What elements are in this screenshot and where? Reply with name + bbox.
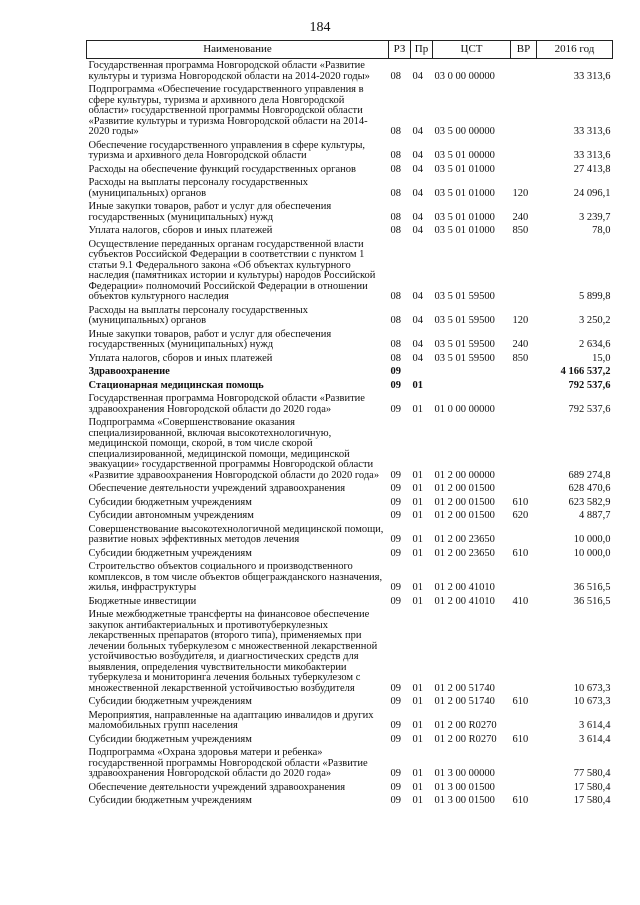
cell-pr: 01 (412, 547, 423, 559)
cell-pr: 01 (412, 595, 423, 607)
cell-name: Расходы на обеспечение функций государственных органов (88, 163, 356, 175)
cell-name: Государственная программа Новгородской области «Развитие культуры и туризма Новгородской области на 2014-2020 годы» (88, 60, 370, 82)
cell-pr: 01 (412, 696, 423, 707)
cell-name: Государственная программа Новгородской области «Развитие здравоохранения Новгородской области до 2020 года» (88, 393, 365, 415)
cell-rz: 08 (390, 163, 401, 175)
cell-name: Здравоохранение (88, 366, 170, 377)
table-row (87, 509, 613, 523)
cell-rz: 09 (390, 682, 401, 694)
cell-pr: 01 (412, 682, 423, 694)
cell-sum: 3 614,4 (579, 733, 611, 745)
cell-pr: 01 (412, 768, 423, 779)
table-row (87, 59, 613, 84)
cell-rz: 09 (390, 379, 401, 391)
table-row (87, 709, 613, 733)
table-row (87, 139, 613, 163)
table-row (87, 352, 613, 366)
cell-name: Подпрограмма «Охрана здоровья матери и ребенка» государственной программы Новгородской области «Развитие здравоохранения Новгородской области до 2020 года» (88, 747, 368, 779)
table-row (87, 496, 613, 510)
table-row (87, 695, 613, 709)
table-row (87, 304, 613, 328)
cell-name: Бюджетные инвестиции (88, 595, 197, 607)
cell-cst: 01 3 00 01500 (434, 795, 495, 806)
cell-vr: 410 (512, 595, 529, 607)
cell-cst: 03 0 00 00000 (434, 70, 495, 82)
cell-cst: 01 2 00 51740 (434, 682, 495, 694)
cell-cst (433, 379, 511, 393)
cell-cst: 01 2 00 R0270 (434, 733, 497, 745)
cell-rz: 09 (390, 510, 401, 521)
cell-vr (511, 139, 537, 163)
cell-pr: 01 (412, 733, 423, 745)
table-row (87, 608, 613, 695)
cell-vr: 610 (512, 795, 529, 806)
table-row (87, 328, 613, 352)
cell-name: Строительство объектов социального и производственного комплексов, в том числе объектов общегражданского назначения, жилья, инфраструктуры (88, 561, 383, 593)
cell-sum: 10 673,3 (573, 696, 611, 707)
cell-pr: 04 (412, 211, 423, 223)
cell-sum: 792 537,6 (568, 379, 611, 391)
table-row (87, 176, 613, 200)
cell-name: Субсидии автономным учреждениям (88, 510, 254, 521)
cell-name: Подпрограмма «Совершенствование оказания специализированной, включая высокотехнологичную, медицинской помощи, скорой, в том числе скорой специализированной, медицинской помощи, медицинской эвакуации» государственной программы Новгородской области «Развитие здравоохранения Новгородской области до 2020 года» (88, 417, 380, 481)
cell-rz: 09 (390, 781, 401, 793)
cell-sum: 33 313,6 (573, 150, 611, 161)
cell-cst: 03 5 01 01000 (434, 187, 495, 199)
cell-rz: 09 (390, 768, 401, 779)
cell-cst: 01 2 00 51740 (434, 696, 495, 707)
cell-vr (511, 709, 537, 733)
cell-pr: 04 (412, 126, 423, 137)
cell-cst: 03 5 01 01000 (434, 211, 495, 223)
cell-sum: 4 887,7 (579, 510, 611, 521)
cell-sum: 5 899,8 (579, 291, 611, 302)
cell-rz: 09 (390, 547, 401, 559)
cell-pr: 01 (412, 582, 423, 593)
cell-sum: 17 580,4 (573, 781, 611, 793)
cell-cst: 01 3 00 00000 (434, 768, 495, 779)
cell-name: Уплата налогов, сборов и иных платежей (88, 352, 273, 364)
cell-vr: 610 (512, 696, 529, 707)
cell-sum: 78,0 (592, 225, 611, 236)
table-row (87, 482, 613, 496)
cell-sum: 33 313,6 (573, 126, 611, 137)
table-row (87, 547, 613, 561)
cell-vr (511, 379, 537, 393)
cell-name: Обеспечение деятельности учреждений здравоохранения (88, 483, 346, 494)
cell-rz: 09 (390, 534, 401, 545)
cell-name: Субсидии бюджетным учреждениям (88, 496, 252, 508)
cell-rz: 09 (390, 582, 401, 593)
table-header-row (87, 41, 613, 59)
cell-vr: 610 (512, 547, 529, 559)
cell-sum: 15,0 (592, 352, 611, 364)
cell-vr: 240 (512, 339, 529, 350)
cell-name: Иные закупки товаров, работ и услуг для обеспечения государственных (муниципальных) нужд (88, 328, 332, 350)
cell-vr: 620 (512, 510, 529, 521)
header-cst: ЦСТ (433, 41, 511, 59)
cell-name: Уплата налогов, сборов и иных платежей (88, 225, 273, 236)
cell-pr: 04 (412, 315, 423, 326)
table-row (87, 595, 613, 609)
table-row (87, 224, 613, 238)
cell-rz: 09 (390, 403, 401, 415)
cell-pr: 01 (412, 403, 423, 415)
cell-pr: 04 (412, 163, 423, 175)
cell-pr: 01 (412, 469, 423, 481)
cell-sum: 10 000,0 (573, 547, 611, 559)
cell-rz: 08 (390, 225, 401, 236)
cell-cst: 01 2 00 41010 (434, 595, 495, 607)
table-row (87, 733, 613, 747)
cell-rz: 08 (390, 187, 401, 199)
cell-vr (511, 523, 537, 547)
cell-cst: 03 5 01 00000 (434, 150, 495, 161)
table-row (87, 794, 613, 808)
table-row (87, 365, 613, 379)
cell-name: Иные межбюджетные трансферты на финансовое обеспечение закупок антибактериальных и противотуберкулезных лекарственных препаратов (второго типа), применяемых при лечении больных туберкулезом с множественной лекарственной устойчивостью возбудителя, и диагностических средств для выявления, определения чувствительности микобактерии туберкулеза и мониторинга лечения больных туберкулезом с множественной лекарственной устойчивостью возбудителя (88, 609, 378, 694)
cell-sum: 3 614,4 (579, 720, 611, 731)
cell-name: Субсидии бюджетным учреждениям (88, 795, 252, 806)
cell-pr: 04 (412, 339, 423, 350)
cell-cst: 01 0 00 00000 (434, 403, 495, 415)
cell-name: Расходы на выплаты персоналу государственных (муниципальных) органов (88, 177, 308, 199)
table-row (87, 392, 613, 416)
cell-sum: 689 274,8 (568, 469, 611, 481)
cell-sum: 628 470,6 (568, 483, 611, 494)
cell-sum: 2 634,6 (579, 339, 611, 350)
cell-pr: 01 (412, 379, 423, 391)
cell-pr: 04 (412, 352, 423, 364)
cell-rz: 09 (390, 795, 401, 806)
cell-rz: 08 (390, 291, 401, 302)
table-row (87, 379, 613, 393)
cell-vr (511, 781, 537, 795)
cell-vr (511, 560, 537, 595)
cell-vr (511, 83, 537, 139)
cell-pr (411, 365, 433, 379)
cell-vr: 850 (512, 352, 529, 364)
cell-rz: 09 (390, 496, 401, 508)
cell-cst: 01 3 00 01500 (434, 781, 495, 793)
cell-cst (433, 365, 511, 379)
cell-rz: 08 (390, 352, 401, 364)
cell-rz: 09 (390, 595, 401, 607)
cell-vr (511, 392, 537, 416)
cell-rz: 09 (390, 483, 401, 494)
cell-name: Стационарная медицинская помощь (88, 379, 264, 391)
cell-vr (511, 365, 537, 379)
cell-cst: 03 5 01 59500 (434, 315, 495, 326)
cell-rz: 09 (390, 469, 401, 481)
cell-rz: 08 (390, 315, 401, 326)
cell-vr: 610 (512, 733, 529, 745)
cell-sum: 33 313,6 (573, 70, 611, 82)
cell-pr: 01 (412, 496, 423, 508)
cell-pr: 01 (412, 720, 423, 731)
cell-pr: 04 (412, 187, 423, 199)
cell-cst: 03 5 00 00000 (434, 126, 495, 137)
cell-cst: 03 5 01 59500 (434, 291, 495, 302)
header-year: 2016 год (537, 41, 613, 59)
cell-sum: 24 096,1 (573, 187, 611, 199)
cell-name: Расходы на выплаты персоналу государственных (муниципальных) органов (88, 304, 308, 326)
cell-sum: 36 516,5 (573, 595, 611, 607)
cell-cst: 01 2 00 23650 (434, 547, 495, 559)
cell-rz: 09 (390, 720, 401, 731)
cell-vr: 610 (512, 496, 529, 508)
table-row (87, 83, 613, 139)
cell-vr (511, 482, 537, 496)
cell-pr: 04 (412, 225, 423, 236)
cell-name: Субсидии бюджетным учреждениям (88, 696, 252, 707)
cell-cst: 01 2 00 23650 (434, 534, 495, 545)
cell-cst: 01 2 00 01500 (434, 510, 495, 521)
cell-name: Мероприятия, направленные на адаптацию инвалидов и других маломобильных групп населения (88, 709, 374, 731)
page-number: 184 (309, 20, 331, 35)
cell-cst: 03 5 01 59500 (434, 352, 495, 364)
cell-rz: 08 (390, 339, 401, 350)
cell-vr (511, 746, 537, 781)
cell-rz: 09 (390, 366, 401, 377)
cell-sum: 27 413,8 (573, 163, 611, 175)
cell-vr (511, 416, 537, 482)
table-row (87, 416, 613, 482)
cell-sum: 10 673,3 (573, 682, 611, 694)
table-row (87, 746, 613, 781)
cell-sum: 3 250,2 (579, 315, 611, 326)
cell-vr (511, 238, 537, 304)
cell-cst: 01 2 00 01500 (434, 496, 495, 508)
cell-name: Обеспечение деятельности учреждений здравоохранения (88, 781, 346, 793)
cell-vr: 240 (512, 211, 529, 223)
cell-name: Иные закупки товаров, работ и услуг для обеспечения государственных (муниципальных) нужд (88, 201, 332, 223)
cell-name: Совершенствование высокотехнологичной медицинской помощи, развитие новых эффективных методов лечения (88, 523, 384, 545)
cell-name: Осуществление переданных органам государственной власти субъектов Российской Федерации в соответствии с пунктом 1 статьи 9.1 Федерального закона «Об объектах культурного наследия (памятниках истории и культуры) народов Российской Федерации» полномочий Российской Федерации в отношении объектов культурного наследия (88, 238, 376, 302)
cell-name: Субсидии бюджетным учреждениям (88, 547, 252, 559)
cell-pr: 04 (412, 70, 423, 82)
cell-sum: 792 537,6 (568, 403, 611, 415)
header-pr: Пр (411, 41, 433, 59)
cell-cst: 01 2 00 R0270 (434, 720, 497, 731)
cell-pr: 04 (412, 291, 423, 302)
cell-vr (511, 608, 537, 695)
cell-pr: 01 (412, 795, 423, 806)
cell-rz: 09 (390, 696, 401, 707)
cell-cst: 03 5 01 01000 (434, 225, 495, 236)
cell-cst: 03 5 01 01000 (434, 163, 495, 175)
cell-name: Обеспечение государственного управления в сфере культуры, туризма и архивного дела Новгородской области (88, 139, 366, 161)
cell-rz: 09 (390, 733, 401, 745)
cell-sum: 3 239,7 (579, 211, 611, 223)
cell-cst: 01 2 00 00000 (434, 469, 495, 481)
cell-rz: 08 (390, 211, 401, 223)
cell-sum: 10 000,0 (573, 534, 611, 545)
table-row (87, 560, 613, 595)
table-row (87, 200, 613, 224)
cell-sum: 4 166 537,2 (560, 366, 611, 377)
cell-rz: 08 (390, 70, 401, 82)
header-name: Наименование (87, 41, 389, 59)
cell-rz: 08 (390, 126, 401, 137)
cell-pr: 01 (412, 781, 423, 793)
cell-sum: 77 580,4 (573, 768, 611, 779)
cell-cst: 03 5 01 59500 (434, 339, 495, 350)
cell-vr: 120 (512, 315, 529, 326)
table-row (87, 523, 613, 547)
cell-vr (511, 163, 537, 177)
table-row (87, 781, 613, 795)
table-row (87, 163, 613, 177)
header-vr: ВР (511, 41, 537, 59)
cell-name: Субсидии бюджетным учреждениям (88, 733, 252, 745)
cell-vr (511, 59, 537, 84)
cell-pr: 04 (412, 150, 423, 161)
cell-sum: 17 580,4 (573, 795, 611, 806)
cell-cst: 01 2 00 41010 (434, 582, 495, 593)
header-rz: РЗ (389, 41, 411, 59)
cell-sum: 623 582,9 (568, 496, 611, 508)
cell-name: Подпрограмма «Обеспечение государственного управления в сфере культуры, туризма и архивного дела Новгородской области» государственной программы Новгородской области «Развитие культуры и туризма Новгородской области на 2014-2020 годы» (88, 84, 368, 137)
cell-cst: 01 2 00 01500 (434, 483, 495, 494)
cell-pr: 01 (412, 483, 423, 494)
budget-table (86, 40, 613, 808)
cell-pr: 01 (412, 510, 423, 521)
cell-rz: 08 (390, 150, 401, 161)
cell-vr: 120 (512, 187, 529, 199)
table-row (87, 238, 613, 304)
cell-pr: 01 (412, 534, 423, 545)
cell-sum: 36 516,5 (573, 582, 611, 593)
cell-vr: 850 (512, 225, 529, 236)
